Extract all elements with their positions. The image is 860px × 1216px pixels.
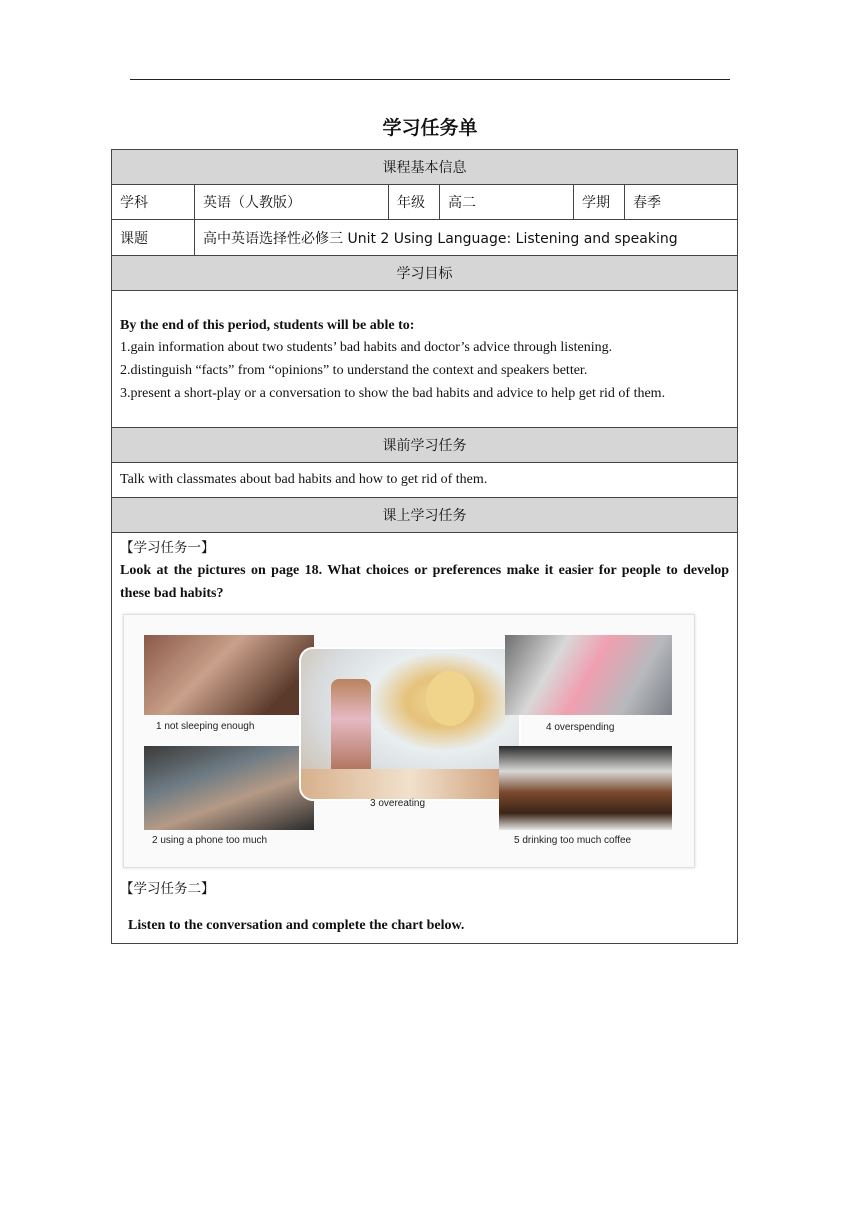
caption-5: 5 drinking too much coffee [514, 835, 632, 846]
task1-question: Look at the pictures on page 18. What choices or preferences make it easier for people to develop these bad habits? [120, 563, 730, 601]
photo-drinking-coffee [499, 746, 672, 830]
caption-2: 2 using a phone too much [152, 835, 268, 846]
objectives-cell [112, 291, 738, 428]
term-label: 学期 [574, 185, 625, 220]
grade-value: 高二 [440, 185, 574, 220]
photo-not-sleeping [144, 635, 314, 715]
objective-item: 3.present a short-play or a conversation to show the bad habits and advice to help get rid of them. [120, 385, 666, 401]
photo-using-phone [144, 746, 314, 830]
topic-label: 课题 [112, 220, 195, 256]
objective-item: 1.gain information about two students’ bad habits and doctor’s advice through listening. [120, 340, 613, 356]
bad-habits-photo-collage [123, 614, 695, 868]
header-rule [130, 79, 730, 80]
task2-instruction: Listen to the conversation and complete the chart below. [128, 918, 465, 933]
caption-3: 3 overeating [370, 798, 426, 809]
in-class-tasks-cell [112, 533, 738, 944]
caption-1: 1 not sleeping enough [156, 721, 255, 732]
section-objectives: 学习目标 [112, 256, 738, 291]
section-pre-class: 课前学习任务 [112, 428, 738, 463]
pre-class-task: Talk with classmates about bad habits and how to get rid of them. [112, 463, 738, 498]
photo-overspending [505, 635, 672, 715]
task2-label: 【学习任务二】 [120, 881, 215, 897]
objectives-intro: By the end of this period, students will be able to: [120, 317, 415, 333]
photo-overeating [299, 647, 521, 801]
task-sheet-table [111, 149, 738, 944]
objective-item: 2.distinguish “facts” from “opinions” to understand the context and speakers better. [120, 363, 588, 378]
caption-4: 4 overspending [546, 722, 615, 733]
grade-label: 年级 [389, 185, 440, 220]
section-in-class: 课上学习任务 [112, 498, 738, 533]
task1-label: 【学习任务一】 [120, 540, 215, 556]
term-value: 春季 [625, 185, 738, 220]
section-basic-info: 课程基本信息 [112, 150, 738, 185]
document-title: 学习任务单 [382, 117, 478, 139]
subject-label: 学科 [112, 185, 195, 220]
topic-value: 高中英语选择性必修三 Unit 2 Using Language: Listening and speaking [195, 220, 738, 256]
subject-value: 英语（人教版） [195, 185, 389, 220]
